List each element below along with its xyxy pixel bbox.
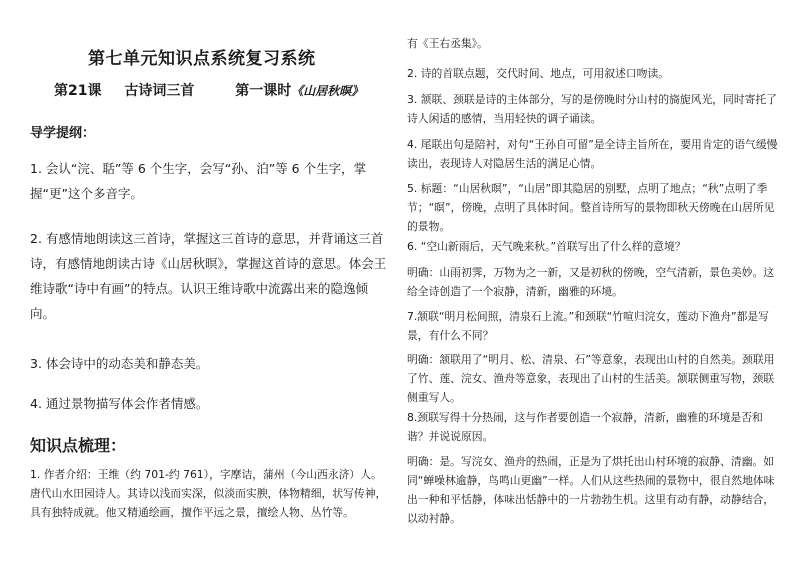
knowledge-heading: 知识点梳理： [30, 436, 127, 455]
question-item: 8.颈联写得十分热闹，这与作者要创造一个寂静，清新，幽雅的环境是否和谐？并说说原因。 [407, 411, 763, 443]
lesson-heading [54, 80, 363, 100]
guide-item: 1. 会认“浣、聒”等 6 个生字，会写“孙、泊”等 6 个生字，掌握“更”这个多音字。 [30, 161, 367, 201]
guide-heading: 导学提纲： [30, 126, 96, 141]
question-item: 7.颔联“明月松间照，清泉石上流。”和颈联“竹喧归浣女，莲动下渔舟”都是写景，有什么不同？ [407, 310, 769, 342]
continuation-text: 有《王右丞集》。 [407, 37, 488, 50]
lesson-number: 第21课 [54, 83, 102, 99]
knowledge-item: 4. 尾联出句是陪衬，对句“王孙自可留”是全诗主旨所在，要用肯定的语气缓慢读出，表现诗人对隐居生活的满足心情。 [407, 138, 778, 170]
lesson-name: 古诗词三首 [124, 83, 195, 99]
answer-item: 明确：山雨初霁，万物为之一新，又是初秋的傍晚，空气清新，景色美妙。这给全诗创造了一个寂静，清新，幽雅的环境。 [407, 266, 775, 298]
knowledge-item: 5. 标题：“山居秋暝”，“山居”即其隐居的别墅，点明了地点；“秋”点明了季节；“暝”，傍晚，点明了具体时间。整首诗所写的景物即秋天傍晚在山居所见的景物。 [407, 182, 775, 233]
guide-item: 2. 有感情地朗读这三首诗，掌握这三首诗的意思，并背诵这三首诗，有感情地朗读古诗《山居秋暝》，掌握这首诗的意思。体会王维诗歌“诗中有画”的特点。认识王维诗歌中流露出来的隐逸倾向。 [30, 231, 387, 321]
question-item: 6. “空山新雨后，天气晚来秋。”首联写出了什么样的意境？ [407, 240, 686, 253]
knowledge-item: 2. 诗的首联点题，交代时间、地点，可用叙述口吻读。 [407, 67, 670, 80]
knowledge-item: 3. 颔联、颈联是诗的主体部分，写的是傍晚时分山村的旖旎风光，同时寄托了诗人闲适的感情，当用轻快的调子诵读。 [407, 93, 778, 125]
document-title: 第七单元知识点系统复习系统 [88, 49, 316, 69]
guide-item: 3. 体会诗中的动态美和静态美。 [30, 356, 209, 371]
answer-item: 明确：颔联用了“明月、松、清泉、石”等意象，表现出山村的自然美。颈联用了竹、莲、浣女、渔舟等意象，表现出了山村的生活美。颔联侧重写物，颈联侧重写人。 [407, 353, 775, 404]
guide-item: 4. 通过景物描写体会作者情感。 [30, 396, 209, 411]
lesson-period: 第一课时 [235, 83, 292, 99]
poem-title: 《山居秋暝》 [291, 84, 364, 98]
answer-item: 明确：是。写浣女、渔舟的热闹，正是为了烘托出山村环境的寂静、清幽。如同“蝉噪林逾静，鸟鸣山更幽”一样。人们从这些热闹的景物中，很自然地体味出一种和平恬静，体味出恬静中的一片勃勃生机。这里有动有静，动静结合，以动衬静。 [407, 455, 775, 525]
knowledge-item: 1. 作者介绍：王维（约 701-约 761），字摩诘，蒲州（今山西永济）人。唐代山水田园诗人。其诗以浅而实深，似淡而实腴，体物精细，状写传神，具有独特成就。他又精通绘画，擅作平远之景，擅绘人物、丛竹等。 [30, 468, 387, 519]
